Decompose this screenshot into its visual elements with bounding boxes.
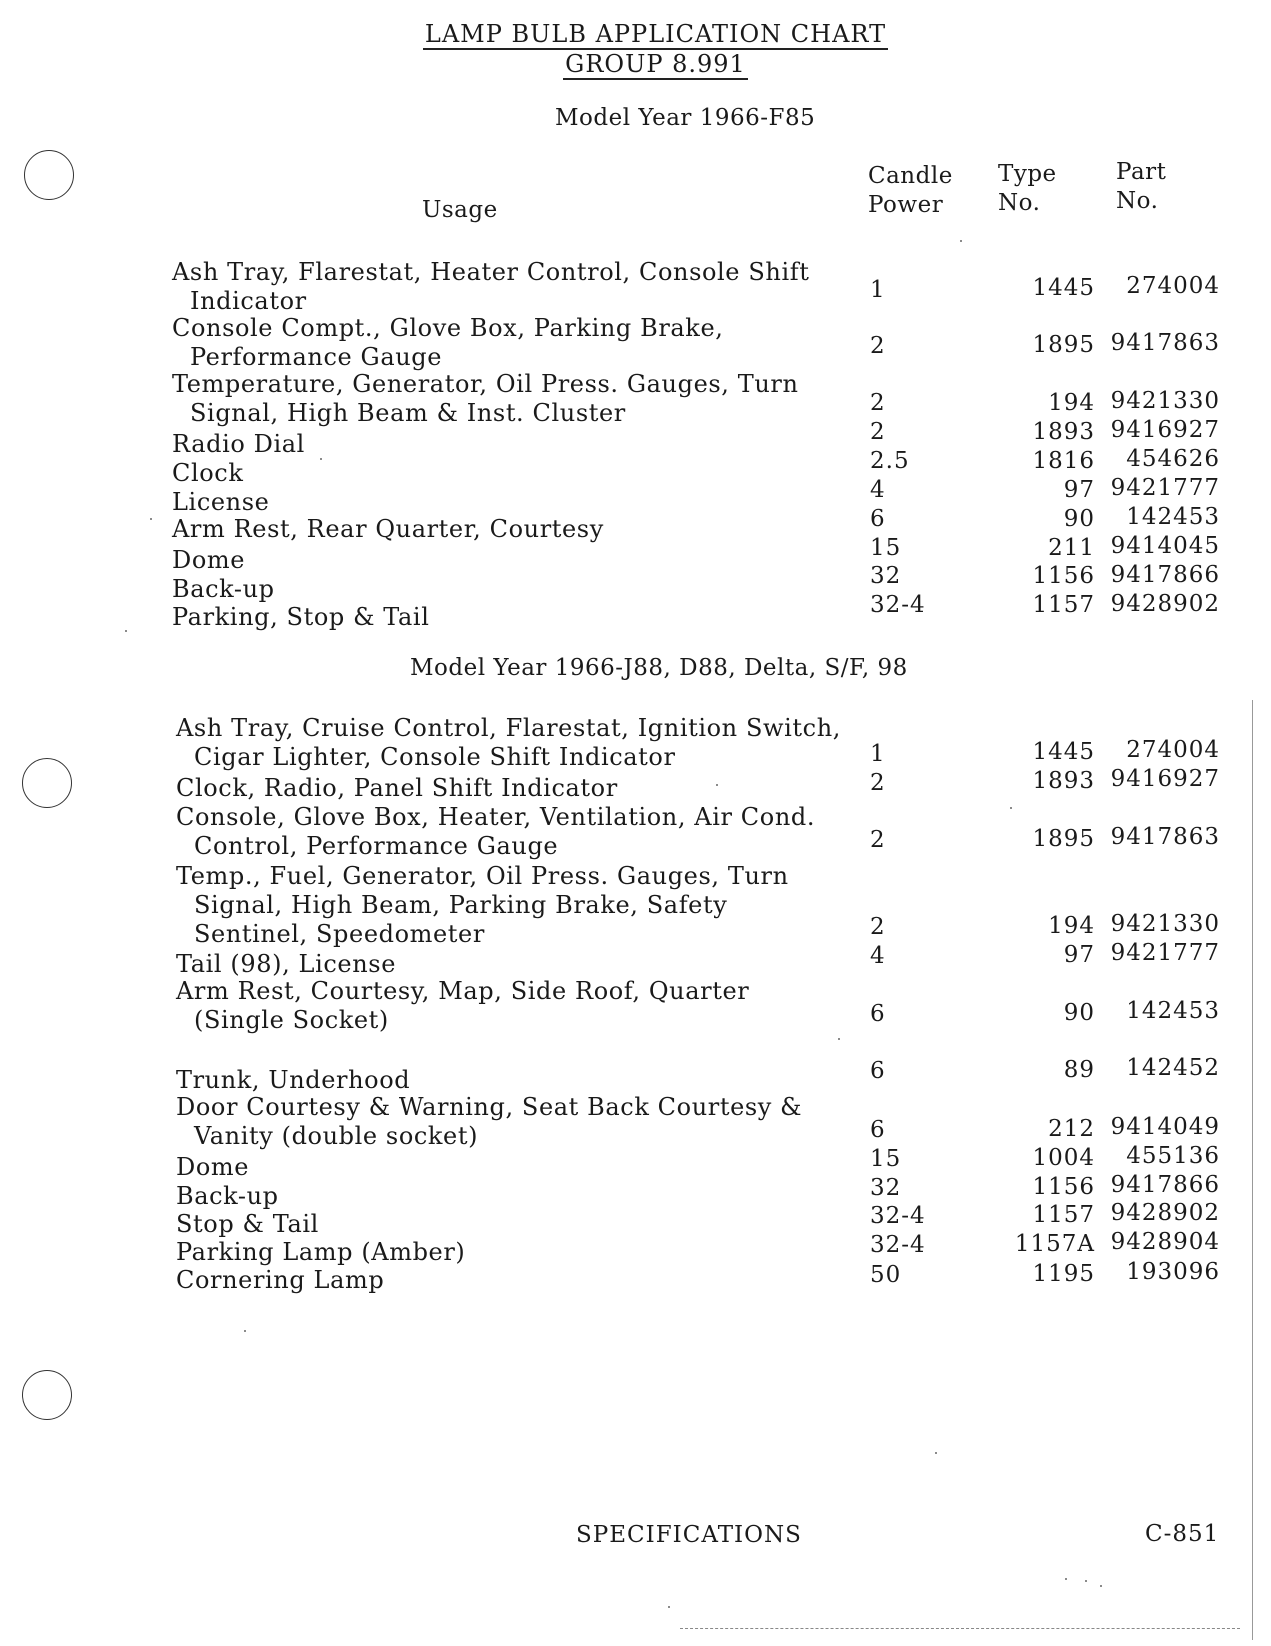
chart-group (0, 50, 1271, 80)
candle-power-cell: 32-4 (870, 592, 926, 618)
section-heading-j88: Model Year 1966-J88, D88, Delta, S/F, 98 (410, 655, 908, 681)
column-header-candle-power (868, 162, 953, 220)
table-row-usage (172, 515, 604, 544)
part-no-cell: 274004 (1126, 273, 1220, 299)
usage-line: Clock, Radio, Panel Shift Indicator (176, 774, 618, 802)
section-heading-f85: Model Year 1966-F85 (555, 105, 816, 131)
candle-power-cell: 2 (870, 914, 886, 940)
part-no-cell: 9414049 (1110, 1114, 1220, 1140)
table-row-usage (176, 1153, 249, 1182)
type-no-cell: 1893 (1032, 419, 1095, 445)
usage-line: Console, Glove Box, Heater, Ventilation, Air Cond. (176, 803, 816, 831)
candle-power-cell: 32 (870, 1175, 902, 1201)
scan-speck (1065, 1578, 1067, 1580)
type-no-cell: 1893 (1032, 768, 1095, 794)
part-no-cell: 9417863 (1110, 824, 1220, 850)
candle-power-cell: 1 (870, 277, 886, 303)
candle-power-cell: 15 (870, 535, 902, 561)
scan-speck (150, 518, 152, 520)
part-no-cell: 9428902 (1110, 1200, 1220, 1226)
candle-power-cell: 2 (870, 419, 886, 445)
page-bottom-edge (680, 1628, 1240, 1630)
scan-speck (320, 458, 322, 460)
part-no-cell: 142453 (1126, 998, 1220, 1024)
usage-line: Ash Tray, Flarestat, Heater Control, Console Shift (172, 258, 810, 286)
table-row-usage (176, 977, 749, 1035)
candle-power-cell: 6 (870, 1058, 886, 1084)
usage-line: Sentinel, Speedometer (194, 920, 485, 948)
part-no-cell: 9416927 (1110, 766, 1220, 792)
usage-line: Parking, Stop & Tail (172, 603, 430, 631)
usage-line: Control, Performance Gauge (194, 832, 559, 860)
part-no-line1: Part (1116, 159, 1167, 185)
part-no-cell: 9414045 (1110, 533, 1220, 559)
column-header-usage: Usage (422, 197, 498, 223)
usage-line: Indicator (190, 287, 307, 315)
part-no-cell: 9417863 (1110, 330, 1220, 356)
type-no-cell: 1816 (1032, 448, 1095, 474)
chart-title-line2: GROUP 8.991 (565, 50, 746, 78)
table-row-usage (176, 1238, 465, 1267)
type-no-cell: 90 (1063, 506, 1095, 532)
usage-line: Cornering Lamp (176, 1266, 385, 1294)
type-no-cell: 212 (1048, 1116, 1095, 1142)
table-row-usage (176, 1210, 319, 1239)
type-no-cell: 1895 (1032, 826, 1095, 852)
part-no-cell: 142452 (1126, 1055, 1220, 1081)
part-no-cell: 9417866 (1110, 1172, 1220, 1198)
scan-speck (125, 630, 127, 632)
type-no-line2: No. (998, 190, 1041, 216)
part-no-cell: 9417866 (1110, 562, 1220, 588)
part-no-cell: 455136 (1126, 1143, 1220, 1169)
type-no-cell: 90 (1063, 1000, 1095, 1026)
usage-line: Back-up (176, 1182, 279, 1210)
usage-line: Radio Dial (172, 430, 305, 458)
usage-line: Performance Gauge (190, 343, 443, 371)
candle-power-line1: Candle (868, 163, 953, 189)
usage-line: Back-up (172, 575, 275, 603)
table-row-usage (172, 314, 724, 372)
scan-speck (668, 1606, 670, 1608)
usage-line: Trunk, Underhood (176, 1066, 411, 1094)
binder-hole-middle (22, 758, 72, 808)
part-no-cell: 9421777 (1110, 940, 1220, 966)
candle-power-cell: 2.5 (870, 448, 910, 474)
usage-line: Stop & Tail (176, 1210, 319, 1238)
table-row-usage (176, 862, 789, 949)
type-no-cell: 194 (1048, 390, 1095, 416)
part-no-cell: 9416927 (1110, 417, 1220, 443)
scan-speck (716, 784, 718, 786)
table-row-usage (176, 1066, 410, 1095)
table-row-usage (176, 1093, 802, 1151)
usage-line: Parking Lamp (Amber) (176, 1238, 466, 1266)
binder-hole-top (24, 150, 74, 200)
candle-power-cell: 2 (870, 770, 886, 796)
type-no-cell: 211 (1048, 535, 1095, 561)
table-row-usage (172, 575, 275, 604)
part-no-cell: 193096 (1126, 1259, 1220, 1285)
usage-line: Console Compt., Glove Box, Parking Brake, (172, 314, 724, 342)
type-no-cell: 1156 (1032, 1174, 1095, 1200)
usage-line: Arm Rest, Rear Quarter, Courtesy (172, 515, 604, 543)
usage-line: Dome (176, 1153, 250, 1181)
usage-line: Clock (172, 459, 244, 487)
type-no-cell: 89 (1063, 1057, 1095, 1083)
page-edge-line (1252, 700, 1253, 1640)
usage-line: Ash Tray, Cruise Control, Flarestat, Ignition Switch, (176, 714, 841, 742)
table-row-usage (176, 1266, 384, 1295)
type-no-cell: 97 (1063, 942, 1095, 968)
scan-speck (838, 1038, 840, 1040)
table-row-usage (176, 950, 396, 979)
table-row-usage (172, 459, 243, 488)
part-no-cell: 9428904 (1110, 1229, 1220, 1255)
scan-speck (1085, 1580, 1087, 1582)
part-no-cell: 454626 (1126, 446, 1220, 472)
usage-line: License (172, 488, 270, 516)
part-no-cell: 9428902 (1110, 591, 1220, 617)
table-row-usage (176, 1182, 279, 1211)
candle-power-cell: 6 (870, 1117, 886, 1143)
usage-line: Signal, High Beam & Inst. Cluster (190, 399, 626, 427)
usage-line: (Single Socket) (194, 1006, 389, 1034)
table-row-usage (176, 774, 618, 803)
type-no-cell: 1445 (1032, 739, 1095, 765)
table-row-usage (172, 370, 799, 428)
table-row-usage (176, 714, 841, 772)
scan-speck (1100, 1585, 1102, 1587)
binder-hole-bottom (22, 1370, 72, 1420)
candle-power-cell: 6 (870, 1001, 886, 1027)
scan-speck (244, 1330, 246, 1332)
candle-power-cell: 2 (870, 827, 886, 853)
part-no-cell: 142453 (1126, 504, 1220, 530)
table-row-usage (172, 488, 269, 517)
type-no-cell: 194 (1048, 913, 1095, 939)
candle-power-cell: 4 (870, 477, 886, 503)
usage-line: Cigar Lighter, Console Shift Indicator (194, 743, 676, 771)
table-row-usage (176, 803, 815, 861)
type-no-cell: 1004 (1032, 1145, 1095, 1171)
usage-line: Temperature, Generator, Oil Press. Gauges, Turn (172, 370, 799, 398)
candle-power-cell: 6 (870, 506, 886, 532)
type-no-cell: 97 (1063, 477, 1095, 503)
table-row-usage (172, 258, 809, 316)
table-row-usage (172, 603, 429, 632)
candle-power-cell: 1 (870, 741, 886, 767)
candle-power-line2: Power (868, 192, 944, 218)
type-no-cell: 1157 (1032, 592, 1095, 618)
candle-power-cell: 2 (870, 390, 886, 416)
column-header-part-no (1116, 158, 1166, 216)
scan-speck (1010, 807, 1012, 809)
scan-speck (960, 240, 962, 242)
part-no-cell: 9421777 (1110, 475, 1220, 501)
part-no-cell: 9421330 (1110, 911, 1220, 937)
column-header-type-no (998, 160, 1057, 218)
chart-title-line1: LAMP BULB APPLICATION CHART (424, 20, 887, 48)
candle-power-cell: 32-4 (870, 1203, 926, 1229)
type-no-cell: 1445 (1032, 275, 1095, 301)
type-no-line1: Type (998, 161, 1057, 187)
table-row-usage (172, 430, 305, 459)
candle-power-cell: 50 (870, 1262, 902, 1288)
usage-line: Temp., Fuel, Generator, Oil Press. Gauges, Turn (176, 862, 789, 890)
part-no-cell: 9421330 (1110, 388, 1220, 414)
type-no-cell: 1157A (1014, 1231, 1095, 1257)
chart-title (0, 20, 1271, 50)
type-no-cell: 1195 (1032, 1261, 1095, 1287)
usage-line: Tail (98), License (176, 950, 396, 978)
usage-line: Door Courtesy & Warning, Seat Back Courtesy & (176, 1093, 803, 1121)
table-row-usage (172, 546, 245, 575)
candle-power-cell: 32 (870, 563, 902, 589)
candle-power-cell: 32-4 (870, 1232, 926, 1258)
type-no-cell: 1157 (1032, 1202, 1095, 1228)
candle-power-cell: 15 (870, 1146, 902, 1172)
type-no-cell: 1156 (1032, 563, 1095, 589)
scan-speck (935, 1452, 937, 1454)
usage-line: Arm Rest, Courtesy, Map, Side Roof, Quarter (176, 977, 750, 1005)
usage-line: Dome (172, 546, 246, 574)
usage-line: Signal, High Beam, Parking Brake, Safety (194, 891, 728, 919)
part-no-cell: 274004 (1126, 737, 1220, 763)
candle-power-cell: 4 (870, 943, 886, 969)
usage-line: Vanity (double socket) (194, 1122, 479, 1150)
candle-power-cell: 2 (870, 333, 886, 359)
part-no-line2: No. (1116, 188, 1159, 214)
type-no-cell: 1895 (1032, 332, 1095, 358)
footer-page-number: C-851 (1145, 1521, 1220, 1547)
footer-section-name: SPECIFICATIONS (576, 1522, 802, 1548)
